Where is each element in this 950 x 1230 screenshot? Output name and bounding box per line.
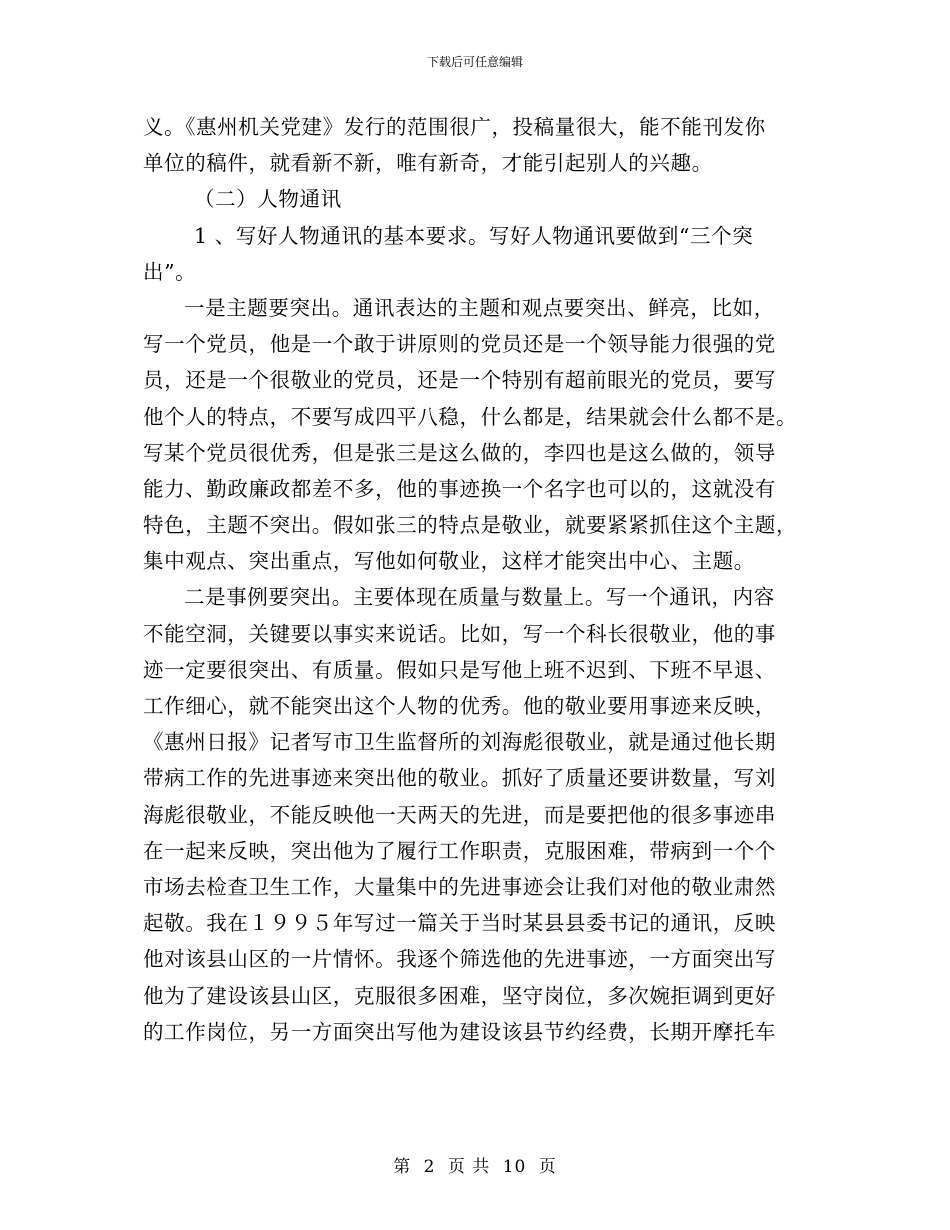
body-line: 出”。 (143, 259, 197, 284)
body-line: 海彪很敬业，不能反映他一天两天的先进，而是要把他的很多事迹串 (143, 802, 776, 827)
body-line: 他对该县山区的一片情怀。我逐个筛选他的先进事迹，一方面突出写 (143, 947, 776, 972)
body-line: 市场去检查卫生工作，大量集中的先进事迹会让我们对他的敬业肃然 (143, 874, 776, 899)
footer-prefix: 第 (393, 1157, 412, 1177)
footer-suffix: 页 (538, 1157, 557, 1177)
body-line: 的工作岗位，另一方面突出写他为建设该县节约经费，长期开摩托车 (143, 1019, 776, 1044)
body-line: 起敬。我在１９９５年写过一篇关于当时某县县委书记的通讯，反映 (143, 911, 776, 936)
body-line: 写某个党员很优秀，但是张三是这么做的，李四也是这么做的，领导 (143, 440, 776, 465)
section-heading: （二）人物通讯 (194, 187, 342, 212)
body-line: 写一个党员，他是一个敢于讲原则的党员还是一个领导能力很强的党 (143, 332, 776, 357)
body-line: 单位的稿件，就看新不新，唯有新奇，才能引起别人的兴趣。 (143, 151, 713, 176)
body-line: 带病工作的先进事迹来突出他的敬业。抓好了质量还要讲数量，写刘 (143, 766, 776, 791)
current-page-number: 2 (423, 1157, 436, 1177)
page-header-note: 下载后可任意编辑 (426, 55, 523, 69)
body-line: 在一起来反映，突出他为了履行工作职责，克服困难，带病到一个个 (143, 838, 776, 863)
body-line: 不能空洞，关键要以事实来说话。比如，写一个科长很敬业，他的事 (143, 621, 776, 646)
body-line: 二是事例要突出。主要体现在质量与数量上。写一个通讯，内容 (184, 585, 775, 610)
body-line: 他个人的特点，不要写成四平八稳，什么都是，结果就会什么都不是。 (143, 404, 798, 429)
body-line: 一是主题要突出。通讯表达的主题和观点要突出、鲜亮，比如， (184, 295, 775, 320)
body-line: 《惠州日报》记者写市卫生监督所的刘海彪很敬业，就是通过他长期 (143, 730, 776, 755)
body-line: 员，还是一个很敬业的党员，还是一个特别有超前眼光的党员，要写 (143, 368, 776, 393)
page-footer (0, 1156, 950, 1178)
body-line: 集中观点、突出重点，写他如何敬业，这样才能突出中心、主题。 (143, 549, 755, 574)
body-line: 他为了建设该县山区，克服很多困难，坚守岗位，多次婉拒调到更好 (143, 983, 776, 1008)
body-line: 迹一定要很突出、有质量。假如只是写他上班不迟到、下班不早退、 (143, 657, 776, 682)
body-line: 义。《惠州机关党建》发行的范围很广，投稿量很大，能不能刊发你 (143, 115, 766, 139)
footer-middle: 页 共 (447, 1157, 491, 1177)
body-line: 1 、写好人物通讯的基本要求。写好人物通讯要做到“三个突 (194, 223, 754, 248)
body-line: 特色，主题不突出。假如张三的特点是敬业，就要紧紧抓住这个主题， (143, 513, 798, 538)
document-body (143, 109, 813, 1050)
body-line: 工作细心，就不能突出这个人物的优秀。他的敬业要用事迹来反映， (143, 694, 776, 718)
body-line: 能力、勤政廉政都差不多，他的事迹换一个名字也可以的，这就没有 (143, 476, 776, 501)
total-page-count: 10 (502, 1157, 527, 1177)
